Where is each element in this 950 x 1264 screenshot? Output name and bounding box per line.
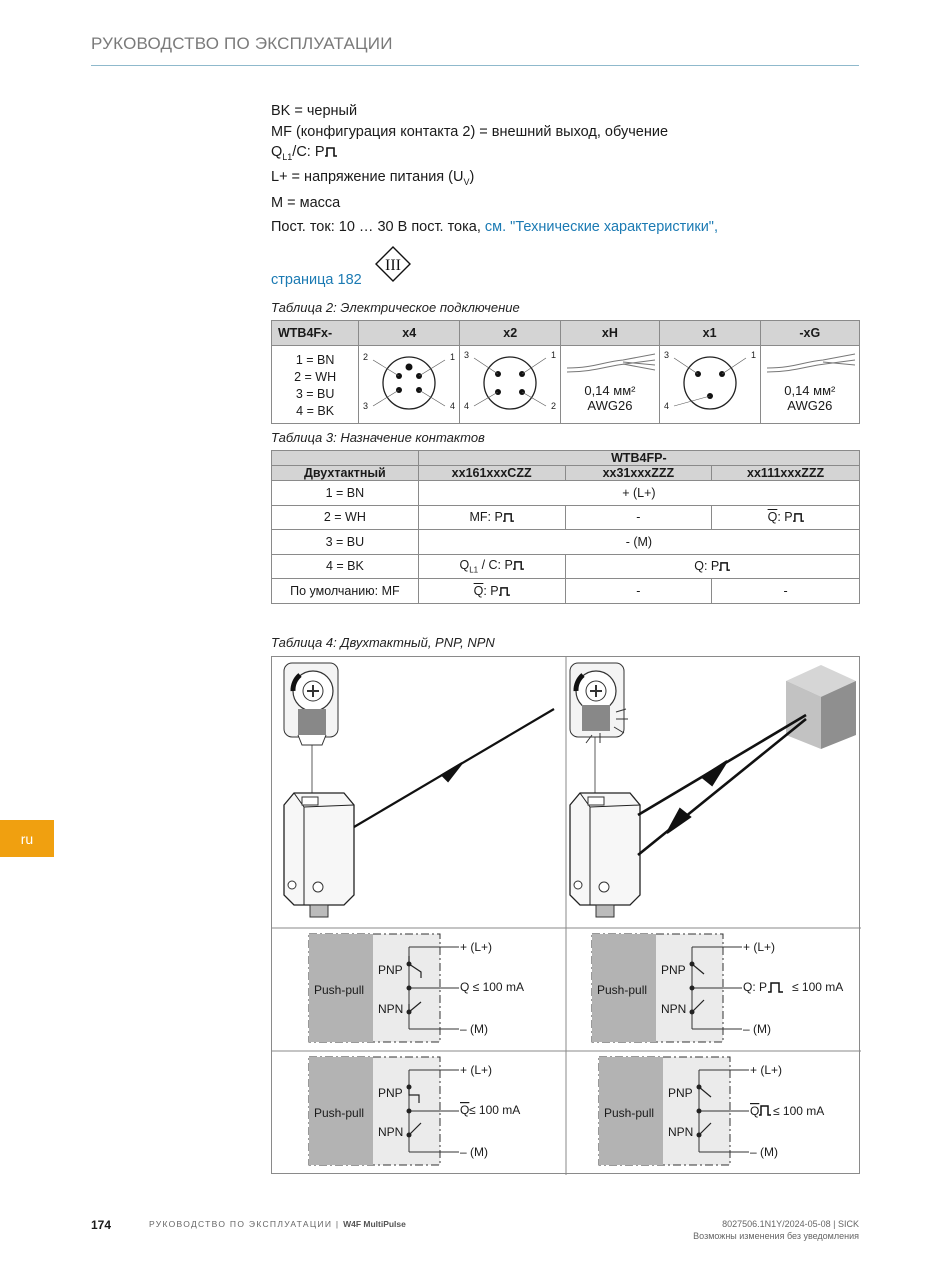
table2-caption: Таблица 2: Электрическое подключение (271, 300, 520, 315)
table-row (272, 579, 860, 604)
c3-m: – (M) (460, 1145, 488, 1159)
t3-r4-c23: Q: P (565, 554, 859, 579)
t3-r2-c3: $\overline{Q}$: P (712, 505, 860, 530)
t2-x1-cell (659, 346, 760, 424)
t2-header-2: x2 (460, 321, 561, 346)
t3-col2-header: xx31xxxZZZ (565, 466, 712, 481)
t3-r5-c3: - (712, 579, 860, 604)
legend-q-rest: /C: P (292, 144, 325, 160)
t3-r2-c1: MF: P (418, 505, 565, 530)
table3-caption: Таблица 3: Назначение контактов (271, 430, 485, 445)
c1-npn: NPN (378, 1002, 404, 1016)
language-tab[interactable]: ru (0, 820, 54, 857)
target-object-cube (786, 665, 856, 749)
c3-pnp: PNP (378, 1086, 403, 1100)
pulse-icon (513, 561, 524, 570)
legend-q-sub: L1 (282, 151, 293, 162)
t2-xH-cable: 0,14 мм² (584, 382, 636, 398)
svg-text:4: 4 (450, 401, 456, 411)
t2-header-4: x1 (659, 321, 760, 346)
sensor-left-illustration (284, 663, 354, 917)
svg-text:4: 4 (464, 401, 470, 411)
c1-lplus: + (L+) (460, 940, 493, 954)
table-electrical-connection (271, 320, 860, 424)
legend-lplus (271, 167, 668, 192)
footer-doc-title: РУКОВОДСТВО ПО ЭКСПЛУАТАЦИИ | W4F MultiPulse (149, 1219, 406, 1229)
c3-pushpull: Push-pull (314, 1106, 365, 1120)
t2-pin-list (272, 346, 359, 424)
footer-doc-number: 8027506.1N1Y/2024-05-08 | SICK (722, 1219, 859, 1229)
t3-blank-header (272, 451, 419, 466)
table-row (272, 554, 860, 579)
t3-col1-header: xx161xxxCZZ (418, 466, 565, 481)
t3-r3-pin: 3 = BU (272, 530, 419, 555)
legend-m: M = масса (271, 194, 341, 211)
safety-class-iii-icon (375, 246, 411, 282)
t2-pin-1: 1 = BN (295, 352, 335, 367)
cable-xH-icon (563, 348, 659, 376)
c4-pnp: PNP (668, 1086, 693, 1100)
page-number: 174 (91, 1218, 112, 1232)
t3-group-header: WTB4FP- (418, 451, 859, 466)
c2-m: – (M) (743, 1022, 771, 1036)
legend-q-prefix: Q (271, 144, 283, 160)
header-divider (91, 65, 859, 66)
c1-q: Q ≤ 100 mA (460, 980, 524, 994)
legend-mf: MF (конфигурация контакта 2) = внешний выход, обучение (271, 123, 669, 140)
t3-r4-pin: 4 = BK (272, 554, 419, 579)
sensor-right-illustration (570, 663, 640, 917)
t2-xH-cell (561, 346, 659, 424)
svg-text:1: 1 (551, 350, 557, 360)
svg-text:2: 2 (551, 401, 557, 411)
legend-bk: BK = черный (271, 103, 358, 119)
c4-m: – (M) (750, 1145, 778, 1159)
t2-pin-2: 2 = WH (294, 369, 337, 384)
svg-text:3: 3 (663, 350, 669, 360)
t3-r5-c2: - (565, 579, 712, 604)
t3-r2-pin: 2 = WH (272, 505, 419, 530)
c2-pushpull: Push-pull (597, 983, 648, 997)
pulse-icon (719, 562, 730, 571)
t3-r3-value: - (M) (418, 530, 859, 555)
c2-npn: NPN (661, 1002, 687, 1016)
c4-npn: NPN (668, 1125, 694, 1139)
c1-m: – (M) (460, 1022, 488, 1036)
c3-npn: NPN (378, 1125, 404, 1139)
t3-r4-c1: $Q_{L1}$ / C: P (418, 554, 565, 579)
svg-text:2: 2 (363, 352, 369, 362)
t3-col3-header: xx111xxxZZZ (712, 466, 860, 481)
t2-x4-cell (359, 346, 460, 424)
svg-text:3: 3 (464, 350, 470, 360)
t2-xG-cell (760, 346, 859, 424)
tech-data-link[interactable]: см. "Технические характеристики", (484, 219, 718, 235)
abbreviation-legend (271, 101, 668, 213)
pulse-icon (499, 587, 510, 596)
pulse-icon (325, 147, 337, 157)
c2-lplus: + (L+) (743, 940, 776, 954)
table4-caption: Таблица 4: Двухтактный, PNP, NPN (271, 635, 495, 650)
c1-pnp: PNP (378, 963, 403, 977)
c2-q-a: Q: P (743, 980, 768, 994)
t2-pin-4: 4 = BK (296, 403, 335, 418)
connector-x1-diagram (660, 346, 760, 420)
t2-header-0: WTB4Fx- (272, 321, 359, 346)
legend-q (271, 142, 668, 167)
table-pin-assignment (271, 450, 860, 604)
pulse-icon (503, 513, 514, 522)
c2-pnp: PNP (661, 963, 686, 977)
safety-class-label: III (385, 257, 401, 274)
table4-switching-diagram (271, 656, 860, 1174)
cable-xG-icon (763, 348, 859, 376)
t3-r2-c2: - (565, 505, 712, 530)
t2-header-5: -xG (760, 321, 859, 346)
t2-x2-cell (460, 346, 561, 424)
footer-change-note: Возможны изменения без уведомления (693, 1231, 859, 1241)
c3-q: Q (460, 1103, 470, 1117)
c4-pushpull: Push-pull (604, 1106, 655, 1120)
table-row (272, 481, 860, 506)
svg-text:1: 1 (750, 350, 756, 360)
pulse-icon (759, 1106, 771, 1115)
t2-header-3: xH (561, 321, 659, 346)
svg-text:3: 3 (363, 401, 369, 411)
connector-x4-diagram (359, 346, 459, 420)
c3-q-rest: ≤ 100 mA (469, 1103, 521, 1117)
t2-xG-cable: 0,14 мм² (784, 382, 836, 398)
c4-q: Q (750, 1104, 760, 1118)
c2-q-b: ≤ 100 mA (792, 980, 844, 994)
t3-r1-value: + (L+) (418, 481, 859, 506)
footer-doc-info (693, 1218, 859, 1242)
page-182-link[interactable]: страница 182 (271, 272, 362, 288)
c4-lplus: + (L+) (750, 1063, 783, 1077)
svg-text:1: 1 (450, 352, 456, 362)
t3-r5-c1: $\overline{Q}$: P (418, 579, 565, 604)
c1-pushpull: Push-pull (314, 983, 365, 997)
pulse-icon (793, 513, 804, 522)
table-row (272, 530, 860, 555)
switching-illustration (272, 657, 861, 1175)
legend-lplus-end: ) (469, 169, 475, 186)
t2-xG-awg: AWG26 (787, 397, 833, 413)
t2-xH-awg: AWG26 (587, 397, 633, 413)
table-row (272, 505, 860, 530)
t3-r1-pin: 1 = BN (272, 481, 419, 506)
page-header-title: РУКОВОДСТВО ПО ЭКСПЛУАТАЦИИ (91, 34, 393, 53)
connector-x2-diagram (460, 346, 560, 420)
c4-q-rest: ≤ 100 mA (773, 1104, 825, 1118)
legend-lplus-text: L+ = напряжение питания (U (271, 169, 464, 186)
t3-r5-pin: По умолчанию: MF (272, 579, 419, 604)
svg-text:4: 4 (663, 401, 669, 411)
t3-col0-header: Двухтактный (272, 466, 419, 481)
legend-lplus-sub: V (463, 177, 470, 188)
c3-lplus: + (L+) (460, 1063, 493, 1077)
dc-text: Пост. ток: 10 … 30 В пост. тока, (271, 219, 485, 235)
t2-pin-3: 3 = BU (295, 386, 335, 401)
t2-header-1: x4 (359, 321, 460, 346)
dc-voltage-line (271, 219, 718, 235)
pulse-icon (768, 983, 783, 992)
